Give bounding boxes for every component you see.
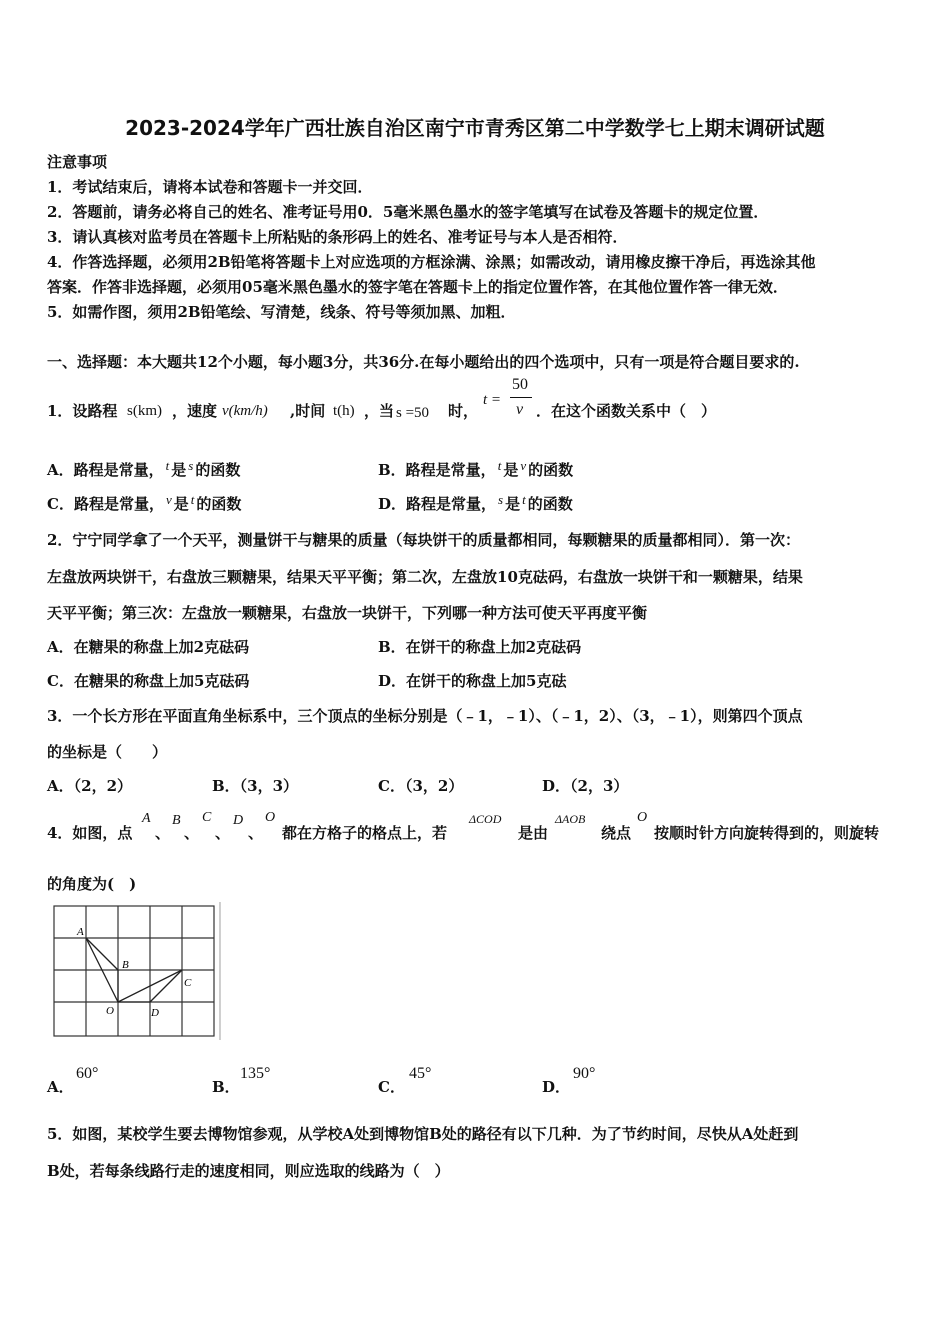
q4-sep: 、 [248, 824, 264, 842]
q3-line: 的坐标是（ ） [47, 743, 168, 761]
q1-text: 1．设路程 [47, 402, 118, 420]
q4-point-a: A [142, 811, 151, 826]
q2-option-d: D．在饼干的称盘上加5克砝 [378, 672, 567, 690]
notice-heading: 注意事项 [47, 153, 108, 171]
q4-text: 绕点 [601, 824, 632, 842]
q4-point-d: D [233, 813, 244, 828]
figure-label-o: O [106, 1005, 114, 1017]
figure-label-d: D [151, 1007, 159, 1019]
q2-option-b: B．在饼干的称盘上加2克砝码 [378, 638, 582, 656]
q2-option-c: C．在糖果的称盘上加5克砝码 [47, 672, 250, 690]
q3-line: 3．一个长方形在平面直角坐标系中，三个顶点的坐标分别是（﹣1，﹣1）、（﹣1，2）、（3，﹣1），则第四个顶点 [47, 707, 803, 725]
q1-option-d: D．路程是常量， s 是 t 的函数 [378, 492, 573, 513]
q4-option-a-value: 60° [76, 1065, 99, 1082]
q5-line: B处，若每条线路行走的速度相同，则应选取的线路为（ ） [47, 1162, 450, 1180]
q4-text: 都在方格子的格点上，若 [282, 824, 448, 842]
q2-line: 左盘放两块饼干，右盘放三颗糖果，结果天平平衡；第二次，左盘放10克砝码，右盘放一块饼干和一颗糖果，结果 [47, 568, 803, 586]
notice-item: 5．如需作图，须用2B铅笔绘、写清楚，线条、符号等须加黑、加粗． [47, 303, 516, 321]
notice-item: 1．考试结束后，请将本试卷和答题卡一并交回． [47, 178, 373, 196]
q4-text: 是由 [518, 824, 549, 842]
q1-fraction-denominator: v [516, 401, 524, 418]
q1-t: t(h) [333, 403, 355, 419]
q4-point-c: C [202, 810, 212, 825]
figure-label-b: B [122, 959, 129, 971]
q2-option-a: A．在糖果的称盘上加2克砝码 [47, 638, 250, 656]
q4-sep: 、 [155, 824, 171, 842]
q3-option-c: C．（3，2） [378, 777, 464, 795]
q1-v: v(km/h) [222, 403, 268, 419]
q1-option-b: B．路程是常量， t 是 v 的函数 [378, 458, 574, 479]
q4-line: 的角度为( ) [47, 875, 137, 893]
q4-option-d-value: 90° [573, 1065, 596, 1082]
q4-grid-figure [50, 902, 225, 1044]
q3-option-b: B．（3，3） [212, 777, 299, 795]
q4-point-o2: O [637, 810, 648, 825]
q1-s50: s =50 [396, 405, 430, 421]
q1-text: 时， [448, 402, 479, 420]
q5-line: 5．如图，某校学生要去博物馆参观，从学校A处到博物馆B处的路径有以下几种．为了节约时间，尽快从A处赶到 [47, 1125, 799, 1143]
q4-triangle-cod: ΔCOD [469, 812, 502, 826]
q1-t-eq: t = [483, 392, 502, 408]
q1-option-c: C．路程是常量， v 是 t 的函数 [47, 492, 242, 513]
q4-option-d-letter: D． [542, 1078, 571, 1096]
q1-fraction-numerator: 50 [512, 376, 528, 393]
q4-sep: 、 [215, 824, 231, 842]
q1-text: ，当 [364, 402, 395, 420]
q4-text: 4．如图，点 [47, 824, 133, 842]
q1-fraction-line [510, 397, 532, 398]
q2-line: 天平平衡；第三次：左盘放一颗糖果，右盘放一块饼干，下列哪一种方法可使天平再度平衡 [47, 604, 648, 622]
figure-label-a: A [77, 926, 84, 938]
notice-item: 3．请认真核对监考员在答题卡上所粘贴的条形码上的姓名、准考证号与本人是否相符． [47, 228, 628, 246]
notice-item: 答案．作答非选择题，必须用05毫米黑色墨水的签字笔在答题卡上的指定位置作答，在其他位置作答一律无效． [47, 278, 788, 296]
q1-text: ，速度 [172, 402, 218, 420]
q1-s: s(km) [127, 403, 162, 419]
figure-label-c: C [184, 977, 192, 989]
q1-text: ．在这个函数关系中（ ） [536, 402, 717, 420]
q4-triangle-aob: ΔAOB [555, 812, 586, 826]
notice-item: 2．答题前，请务必将自己的姓名、准考证号用0．5毫米黑色墨水的签字笔填写在试卷及答题卡的规定位置． [47, 203, 769, 221]
q4-option-c-value: 45° [409, 1065, 432, 1082]
q4-option-b-letter: B． [212, 1078, 240, 1096]
q4-text: 按顺时针方向旋转得到的，则旋转 [654, 824, 880, 842]
q4-point-o: O [265, 810, 276, 825]
section-heading: 一、选择题：本大题共12个小题，每小题3分，共36分.在每小题给出的四个选项中，只有一项是符合题目要求的. [47, 353, 800, 371]
q3-option-a: A．（2，2） [47, 777, 133, 795]
q4-sep: 、 [184, 824, 200, 842]
q1-option-a: A．路程是常量， t 是 s 的函数 [47, 458, 241, 479]
notice-item: 4．作答选择题，必须用2B铅笔将答题卡上对应选项的方框涂满、涂黑；如需改动，请用橡皮擦干净后，再选涂其他 [47, 253, 816, 271]
q4-point-b: B [172, 813, 181, 828]
q4-option-b-value: 135° [240, 1065, 271, 1082]
q3-option-d: D．（2，3） [542, 777, 629, 795]
q2-line: 2．宁宁同学拿了一个天平，测量饼干与糖果的质量（每块饼干的质量都相同，每颗糖果的质量都相同）．第一次： [47, 531, 800, 549]
q1-text: ,时间 [290, 402, 326, 420]
q4-option-c-letter: C． [378, 1078, 405, 1096]
page-title: 2023-2024学年广西壮族自治区南宁市青秀区第二中学数学七上期末调研试题 [125, 116, 825, 140]
q4-option-a-letter: A． [47, 1078, 74, 1096]
